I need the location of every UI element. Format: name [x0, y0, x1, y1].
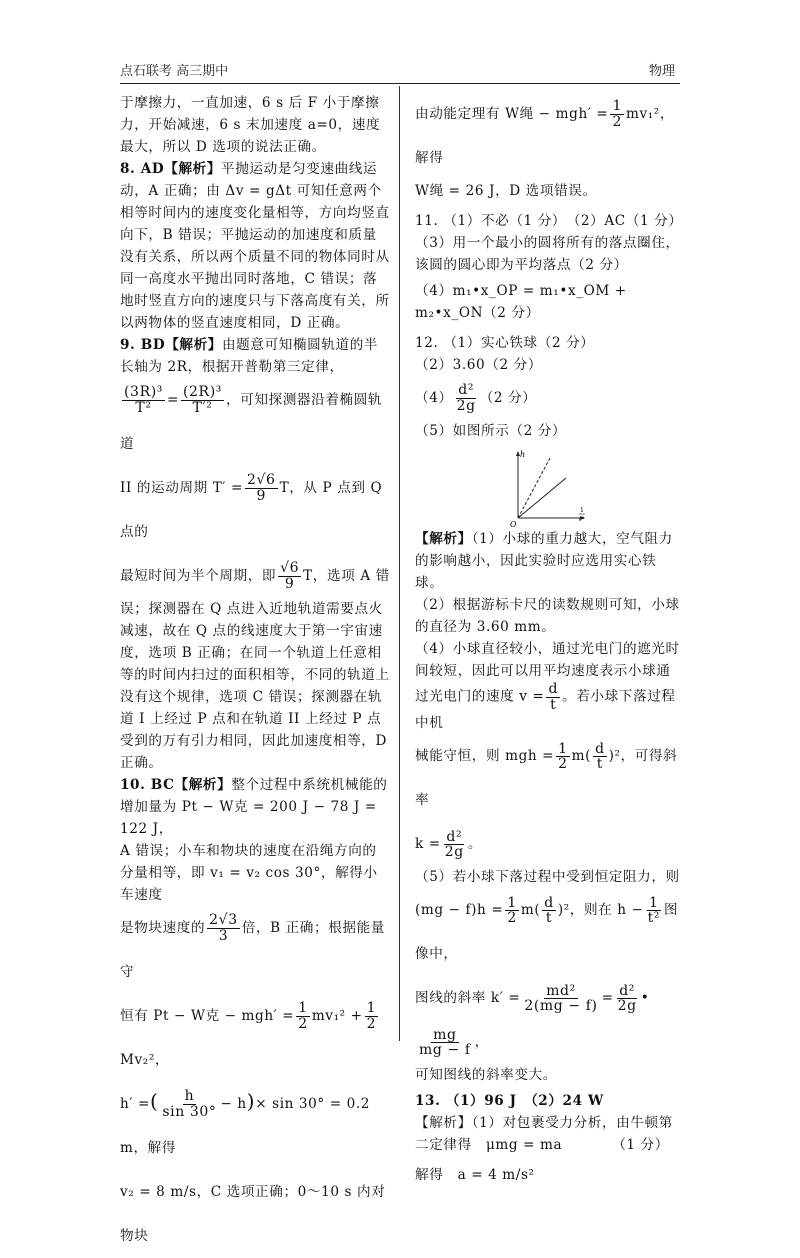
- text: 是物块速度的: [120, 920, 206, 936]
- text: − h: [220, 1096, 247, 1112]
- header-right: 物理: [648, 64, 675, 79]
- text: 恒有 Pt − W克 − mgh′ =: [120, 1008, 295, 1024]
- text: 整个过程中系统机械能的增加量为 Pt − W克 = 200 J − 78 J = 122 J，: [120, 777, 388, 837]
- q10-answer: [120, 774, 390, 840]
- text: ，: [474, 1034, 489, 1051]
- q10-energy: [120, 994, 390, 1082]
- fraction: $\frac{\text{(2R)³}}{\text{T′²}}$: [182, 384, 222, 416]
- e2: （2）根据游标卡尺的读数规则可知，小球的直径为 3.60 mm。: [415, 597, 680, 635]
- q9-answer: [120, 334, 390, 378]
- text: (mg − f)h =: [415, 902, 504, 919]
- header-rule: [120, 83, 680, 84]
- q12-a: 12. （1）实心铁球（2 分）: [415, 335, 595, 351]
- q11-a: 11. （1）不必（1 分） （2）AC（1 分）: [415, 213, 683, 229]
- q13-c: 解得 a = 4 m/s²: [415, 1167, 535, 1184]
- analysis-head: 【解析】: [415, 531, 472, 547]
- r2-line: W绳 = 26 J，D 选项错误。: [415, 183, 597, 199]
- fraction: $\frac{d}{t}$: [595, 740, 605, 773]
- q11-b: （3）用一个最小的圆将所有的落点圈住，该圆的圆心即为平均落点（2 分）: [415, 235, 680, 273]
- q9-text: 由题意可知椭圆轨道的半长轴为 2R，根据开普勒第三定律，: [120, 337, 379, 375]
- q9-text-e: 误；探测器在 Q 点进入近地轨道需要点火减速，故在 Q 点的线速度大于第一宇宙速度，选项 B 正确；在同一个轨道上任意相等的时间内扫过的面积相等，不同的轨道上没有这个规律，选项 C 错误；探测器在轨道 I 上经过 P 点和在轨道 II 上经过 P 点受到的万有引力相同，因此加速度相等，D 正确。: [120, 601, 390, 771]
- text: h′ =: [120, 1096, 150, 1112]
- q9-formula: [120, 378, 390, 466]
- eq: =: [166, 392, 179, 408]
- text: 图像中，: [415, 902, 679, 963]
- text: T，选项 A 错: [303, 568, 390, 584]
- q9-head: 9. BD【解析】: [120, 337, 222, 353]
- fraction: $\frac{d}{t}$: [548, 681, 559, 713]
- h-vs-inverse-t2-graph: [510, 448, 590, 528]
- fraction: $\frac{\text{d²}}{2g}$: [617, 982, 637, 1015]
- text: 。: [467, 836, 483, 853]
- text: mv₁² +: [311, 1008, 363, 1024]
- q8-text: 平抛运动是匀变速曲线运动，A 正确；由 Δv = gΔt 可知任意两个相等时间内的速度变化量相等，方向均竖直向下，B 错误；平抛运动的加速度和质量没有关系，所以两个质量不同的物体同时从同一高度水平抛出同时落地，C 错误；落地时竖直方向的速度只与下落高度有关，所以两物体的竖直速度相同，D 正确。: [120, 161, 390, 331]
- q11-c: （4）m₁•x_OP = m₁•x_OM + m₂•x_ON（2 分）: [415, 283, 627, 321]
- right-column: [415, 92, 683, 1186]
- e5a: （5）若小球下落过程中受到恒定阻力，则: [415, 869, 680, 886]
- text: m(: [571, 748, 592, 765]
- fraction: $\frac{d}{t}$: [544, 894, 554, 927]
- fraction: $\frac{1}{2}$: [612, 98, 622, 130]
- r1-line: [415, 92, 683, 180]
- text: （4）小球直径较小，通过光电门的遮光时间较短，因此可以用平均速度表示小球通过光电门的速度 v =: [415, 641, 680, 705]
- fraction: $\frac{\text{d²}}{2g}$: [456, 382, 476, 414]
- text: 械能守恒，则 mgh =: [415, 748, 555, 765]
- solid-line: [518, 478, 566, 518]
- e4: [415, 638, 683, 734]
- q9-shortest: [120, 554, 390, 598]
- text: )²，可得斜率: [415, 748, 678, 809]
- q10-height: h′ =( $\frac{h}{\sin 30^\circ}$ − h)× sin 30° = 0.2 m，解得: [120, 1088, 371, 1156]
- fraction: $\frac{\text{d²}}{2g}$: [444, 828, 464, 861]
- fraction: $\frac{1}{2}$: [558, 740, 568, 773]
- y-label: h: [520, 450, 526, 459]
- text: 图线的斜率 k′ =: [415, 990, 521, 1007]
- text: 最短时间为半个周期，即: [120, 568, 277, 584]
- q12-d: （5）如图所示（2 分）: [415, 423, 567, 439]
- text: mv₁²，解得: [415, 106, 675, 166]
- q10-head: 10. BC【解析】: [120, 777, 232, 793]
- text: 倍，B 正确；根据能量守: [120, 920, 385, 980]
- dashed-line: [518, 458, 550, 518]
- text: =: [601, 990, 614, 1007]
- fraction: $\frac{\text{md²}}{2(mg - f)}$: [524, 982, 598, 1015]
- q10-text-f: v₂ = 8 m/s，C 选项正确；0～10 s 内对物块: [120, 1184, 386, 1244]
- text: （2 分）: [479, 390, 537, 406]
- q8-head: 8. AD【解析】: [120, 161, 222, 177]
- text: × sin 30° = 0.2 m，解得: [120, 1096, 371, 1156]
- left-column: [120, 92, 390, 1258]
- text: （4）: [415, 390, 453, 406]
- page-header: [120, 60, 675, 82]
- fraction: $\frac{h}{\sin 30^\circ}$: [162, 1088, 217, 1120]
- e4-energy: [415, 734, 683, 822]
- text: II 的运动周期 T′ =: [120, 480, 244, 496]
- q13-b: 【解析】（1）对包裹受力分析，由牛顿第二定律得 μmg = ma （1 分）: [415, 1115, 673, 1154]
- fraction: $\frac{√6}{9}$: [280, 560, 300, 592]
- fraction: $\frac{mg}{mg - f}$: [419, 1026, 471, 1059]
- q12-c: [415, 376, 683, 420]
- e4-slope: [415, 822, 683, 866]
- q8-answer: [120, 158, 390, 334]
- text: k =: [415, 836, 441, 853]
- e5c: [415, 976, 683, 1064]
- paragraph: 于摩擦力，一直加速，6 s 后 F 小于摩擦力，开始减速，6 s 末加速度 a=0，速度最大，所以 D 选项的说法正确。: [120, 95, 381, 155]
- fraction: $\frac{\text{(3R)³}}{\text{T²}}$: [124, 384, 163, 416]
- fraction: $\frac{2√6}{9}$: [247, 472, 276, 504]
- q9-text-b: ，可知探测器沿着椭圆轨道: [120, 392, 383, 452]
- column-divider: [399, 86, 400, 1041]
- text: Mv₂²，: [120, 1052, 170, 1068]
- fraction: $\frac{1}{2}$: [298, 1000, 308, 1032]
- fraction: $\frac{1}{\text{t²}}$: [647, 894, 661, 927]
- e5b: [415, 888, 683, 976]
- q9-period: [120, 466, 390, 554]
- q10-text-b: A 错误；小车和物块的速度在沿绳方向的分量相等，即 v₁ = v₂ cos 30°，解得小车速度: [120, 843, 378, 903]
- origin-label: O: [510, 520, 518, 528]
- header-left: 点石联考 高三期中: [120, 64, 229, 79]
- text: T，从 P 点到 Q 点的: [120, 480, 383, 540]
- fraction: $\frac{1}{2}$: [507, 894, 517, 927]
- fraction: $\frac{2√3}{3}$: [209, 912, 238, 944]
- x-label-den: t²: [579, 516, 586, 523]
- text: 由动能定理有 W绳 − mgh′ =: [415, 106, 609, 122]
- q12-b: （2）3.60（2 分）: [415, 357, 543, 373]
- e5d: 可知图线的斜率变大。: [415, 1067, 557, 1084]
- x-label-num: 1: [580, 507, 585, 514]
- fraction: $\frac{1}{2}$: [366, 1000, 377, 1032]
- e1: [415, 528, 683, 594]
- text: m(: [520, 902, 541, 919]
- text: )²，则在 h −: [557, 902, 644, 919]
- q10-ratio: [120, 906, 390, 994]
- q13-a: 13. （1）96 J （2）24 W: [415, 1093, 604, 1110]
- text: •: [640, 990, 650, 1007]
- text: 。若小球下落过程中机: [415, 688, 676, 732]
- text: （1）小球的重力越大，空气阻力的影响越小，因此实验时应选用实心铁球。: [415, 531, 673, 591]
